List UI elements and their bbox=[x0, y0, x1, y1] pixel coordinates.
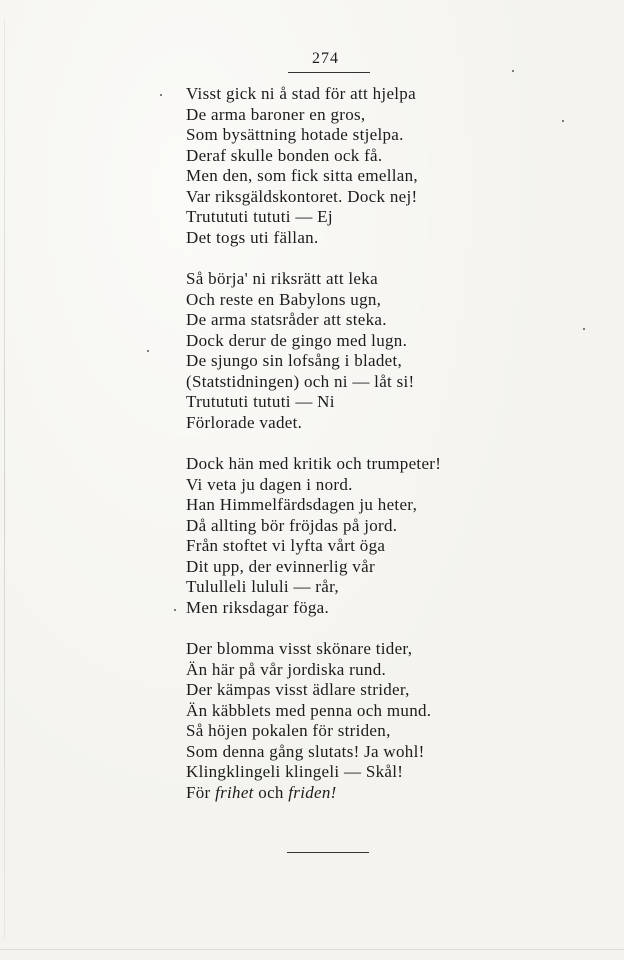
poem-line: De sjungo sin lofsång i bladet, bbox=[186, 351, 403, 370]
poem-line: Var riksgäldskontoret. Dock nej! bbox=[186, 186, 418, 206]
poem-line: Än käbblets med penna och mund. bbox=[186, 700, 432, 720]
poem-line: Klingklingeli klingeli — Skål! bbox=[186, 762, 404, 781]
footer-rule bbox=[287, 852, 369, 853]
page-number: 274 bbox=[312, 50, 339, 67]
poem-line: Men den, som fick sitta emellan, bbox=[186, 166, 418, 185]
ink-speck bbox=[512, 70, 514, 72]
stanza-4 bbox=[186, 639, 486, 803]
poem-line: Från stoftet vi lyfta vårt öga bbox=[186, 536, 386, 555]
poem-line: Förlorade vadet. bbox=[186, 412, 303, 432]
poem-line: De arma statsråder att steka. bbox=[186, 310, 387, 329]
poem-line: Dit upp, der evinnerlig vår bbox=[186, 556, 375, 576]
ink-speck bbox=[160, 94, 162, 96]
poem-line: Visst gick ni å stad för att hjelpa bbox=[186, 84, 416, 103]
final-line-prefix: För bbox=[186, 782, 216, 802]
ink-speck bbox=[562, 120, 564, 122]
poem-line: Än här på vår jordiska rund. bbox=[186, 659, 387, 679]
poem-line: Så höjen pokalen för striden, bbox=[186, 721, 391, 740]
ink-speck bbox=[147, 350, 149, 352]
final-line-italic-friden: friden! bbox=[288, 782, 337, 802]
ink-speck bbox=[174, 609, 176, 611]
poem-line: Och reste en Babylons ugn, bbox=[186, 289, 382, 309]
final-line-middle: och bbox=[253, 782, 289, 802]
poem-line: Då allting bör fröjdas på jord. bbox=[186, 515, 398, 535]
poem-line: Trutututi tututi — Ej bbox=[186, 207, 333, 226]
poem-line: Der blomma visst skönare tider, bbox=[186, 639, 413, 658]
poem-final-line bbox=[186, 783, 486, 804]
poem-line: Dock derur de gingo med lugn. bbox=[186, 330, 408, 350]
poem-line: Dock hän med kritik och trumpeter! bbox=[186, 454, 442, 473]
poem-line: Tululleli lululi — rår, bbox=[186, 577, 339, 596]
poem-line: Han Himmelfärdsdagen ju heter, bbox=[186, 495, 418, 514]
poem-line: Trutututi tututi — Ni bbox=[186, 392, 335, 411]
final-line-italic-frihet: frihet bbox=[215, 782, 254, 802]
header-rule bbox=[288, 72, 370, 73]
poem-line: Vi veta ju dagen i nord. bbox=[186, 474, 353, 494]
ink-speck bbox=[583, 328, 585, 330]
poem-line: Men riksdagar föga. bbox=[186, 597, 330, 617]
poem-line: (Statstidningen) och ni — låt si! bbox=[186, 371, 415, 391]
poem bbox=[186, 84, 486, 824]
poem-line: Så börja' ni riksrätt att leka bbox=[186, 269, 378, 288]
poem-line: Der kämpas visst ädlare strider, bbox=[186, 680, 410, 699]
page-bottom-edge bbox=[0, 949, 624, 950]
poem-line: Som bysättning hotade stjelpa. bbox=[186, 125, 404, 144]
stanza-2 bbox=[186, 269, 486, 433]
poem-line: Deraf skulle bonden ock få. bbox=[186, 145, 383, 165]
poem-line: De arma baroner en gros, bbox=[186, 104, 366, 124]
stanza-3 bbox=[186, 454, 486, 618]
poem-line: Som denna gång slutats! Ja wohl! bbox=[186, 741, 425, 761]
stanza-1 bbox=[186, 84, 486, 248]
poem-line: Det togs uti fällan. bbox=[186, 227, 319, 247]
page-left-edge bbox=[4, 20, 5, 940]
